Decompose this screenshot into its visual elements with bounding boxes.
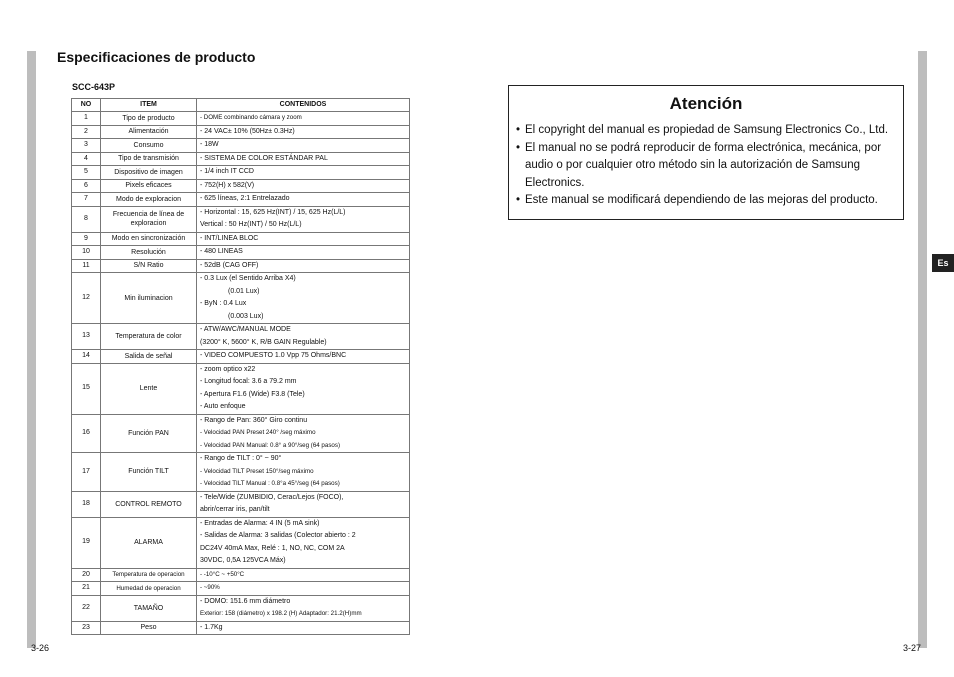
- row-contents: [197, 179, 410, 193]
- row-contents: [197, 414, 410, 453]
- row-contents: [197, 595, 410, 621]
- row-number: 20: [72, 568, 101, 582]
- row-contents: [197, 125, 410, 139]
- row-contents: [197, 350, 410, 364]
- row-item: Tipo de transmisión: [101, 152, 197, 166]
- row-item: Pixels eficaces: [101, 179, 197, 193]
- notice-list: [509, 122, 903, 210]
- row-number: 7: [72, 193, 101, 207]
- contents-line: 30VDC, 0,5A 125VCA Máx): [200, 557, 286, 564]
- row-item: CONTROL REMOTO: [101, 491, 197, 517]
- row-number: 2: [72, 125, 101, 139]
- contents-line: - 0.3 Lux (el Sentido Arriba X4): [200, 275, 296, 282]
- table-row: [72, 232, 410, 246]
- contents-line: - Velocidad PAN Manual: 0.8° a 90°/seg (64 pasos): [200, 441, 341, 449]
- row-contents: [197, 232, 410, 246]
- row-number: 3: [72, 139, 101, 153]
- row-number: 6: [72, 179, 101, 193]
- contents-line: - -10°C ~ +50°C: [200, 570, 245, 578]
- notice-item: [516, 122, 903, 140]
- contents-line: - 752(H) x 582(V): [200, 181, 255, 189]
- contents-line: - zoom optico x22: [200, 365, 256, 373]
- row-item: Consumo: [101, 139, 197, 153]
- contents-line: - Rango de Pan: 360° Giro continu: [200, 416, 308, 424]
- row-item: Dispositivo de imagen: [101, 166, 197, 180]
- contents-line: - Longitud focal: 3.6 a 79.2 mm: [200, 378, 297, 385]
- left-margin-bar: [27, 51, 36, 648]
- table-row: [72, 414, 410, 453]
- row-contents: [197, 324, 410, 350]
- notice-item-text: El manual no se podrá reproducir de forma electrónica, mecánica, por audio o por cualquier otro método sin la autorización de Samsung Electronics.: [525, 141, 882, 189]
- notice-item: [516, 192, 903, 210]
- contents-line: - 18W: [200, 141, 219, 148]
- contents-line: - ByN : 0.4 Lux: [200, 300, 247, 307]
- row-contents: [197, 621, 410, 635]
- row-number: 21: [72, 582, 101, 596]
- row-contents: [197, 259, 410, 273]
- row-number: 17: [72, 453, 101, 492]
- table-row: [72, 324, 410, 350]
- row-number: 4: [72, 152, 101, 166]
- row-contents: [197, 246, 410, 260]
- notice-item: [516, 140, 903, 193]
- bullet: •: [516, 124, 521, 136]
- contents-line: - Entradas de Alarma: 4 IN (5 mA sink): [200, 519, 320, 527]
- table-row: [72, 152, 410, 166]
- contents-line: - DOMO: 151.6 mm diámetro: [200, 597, 291, 605]
- contents-line: - ~90%: [200, 584, 220, 591]
- contents-line: - Velocidad TILT Manual : 0.8°a 45°/seg (64 pasos): [200, 480, 340, 487]
- row-number: 10: [72, 246, 101, 260]
- row-number: 11: [72, 259, 101, 273]
- contents-line: - Salidas de Alarma: 3 salidas (Colector abierto : 2: [200, 532, 356, 539]
- table-row: [72, 112, 410, 126]
- contents-line: - 1/4 inch IT CCD: [200, 168, 254, 175]
- header-contents: CONTENIDOS: [197, 99, 410, 112]
- row-number: 13: [72, 324, 101, 350]
- row-item: Temperatura de color: [101, 324, 197, 350]
- table-row: [72, 193, 410, 207]
- row-contents: [197, 166, 410, 180]
- contents-line: - ATW/AWC/MANUAL MODE: [200, 326, 291, 333]
- language-tab: Es: [932, 254, 954, 272]
- row-item: S/N Ratio: [101, 259, 197, 273]
- model-name: SCC-643P: [72, 82, 116, 92]
- row-number: 15: [72, 363, 101, 414]
- table-row: [72, 166, 410, 180]
- table-row: [72, 582, 410, 596]
- contents-line: - INT/LINEA BLOC: [200, 234, 259, 242]
- table-row: [72, 246, 410, 260]
- section-title: Especificaciones de producto: [57, 49, 256, 65]
- contents-line: - Rango de TILT : 0° ~ 90°: [200, 455, 282, 462]
- row-number: 14: [72, 350, 101, 364]
- row-number: 1: [72, 112, 101, 126]
- table-row: [72, 568, 410, 582]
- row-contents: [197, 152, 410, 166]
- notice-item-text: El copyright del manual es propiedad de Samsung Electronics Co., Ltd.: [525, 124, 889, 136]
- table-row: [72, 491, 410, 517]
- contents-line: - DOME combinando cámara y zoom: [200, 114, 302, 121]
- spec-table: [71, 98, 410, 635]
- page-number-right: 3-27: [903, 643, 922, 653]
- contents-line: - Apertura F1.6 (Wide) F3.8 (Tele): [200, 390, 305, 398]
- row-number: 12: [72, 273, 101, 324]
- row-contents: [197, 206, 410, 232]
- contents-line: - Horizontal : 15, 625 Hz(INT) / 15, 625 Hz(L/L): [200, 208, 346, 216]
- bullet: •: [516, 141, 521, 154]
- header-no: NO: [72, 99, 101, 112]
- contents-line: - 480 LINEAS: [200, 248, 243, 255]
- table-row: [72, 350, 410, 364]
- notice-box: [508, 85, 904, 220]
- contents-line: - 1.7Kg: [200, 623, 223, 631]
- notice-title: Atención: [669, 94, 743, 113]
- row-item: Resolución: [101, 246, 197, 260]
- table-row: [72, 206, 410, 232]
- spec-table-header: [72, 99, 410, 112]
- contents-line: Vertical : 50 Hz(INT) / 50 Hz(L/L): [200, 221, 302, 228]
- row-contents: [197, 517, 410, 568]
- row-number: 22: [72, 595, 101, 621]
- contents-line: Exterior: 158 (diámetro) x 198.2 (H) Adaptador: 21.2(H)mm: [200, 610, 362, 617]
- table-row: [72, 517, 410, 568]
- contents-line: (0.003 Lux): [228, 312, 264, 320]
- row-item: Alimentación: [101, 125, 197, 139]
- table-row: [72, 363, 410, 414]
- contents-line: - Velocidad PAN Preset 240° /seg máximo: [200, 429, 316, 436]
- row-number: 18: [72, 491, 101, 517]
- right-margin-bar: [918, 51, 927, 648]
- contents-line: (0.01 Lux): [228, 287, 260, 295]
- row-number: 9: [72, 232, 101, 246]
- row-item: Temperatura de operacion: [101, 568, 197, 582]
- row-item: Función TILT: [101, 453, 197, 492]
- row-contents: [197, 582, 410, 596]
- notice-item-text: Este manual se modificará dependiendo de las mejoras del producto.: [525, 194, 878, 206]
- row-contents: [197, 453, 410, 492]
- row-item: Tipo de producto: [101, 112, 197, 126]
- row-item: Lente: [101, 363, 197, 414]
- row-contents: [197, 568, 410, 582]
- row-item: TAMAÑO: [101, 595, 197, 621]
- table-row: [72, 125, 410, 139]
- header-item: ITEM: [101, 99, 197, 112]
- contents-line: DC24V 40mA Max, Relé : 1, NO, NC, COM 2A: [200, 544, 345, 552]
- row-item: Modo de exploracion: [101, 193, 197, 207]
- page-number-left: 3-26: [31, 643, 50, 653]
- contents-line: (3200° K, 5600° K, R/B GAIN Regulable): [200, 338, 327, 346]
- table-row: [72, 621, 410, 635]
- contents-line: abrir/cerrar iris, pan/tilt: [200, 506, 270, 513]
- row-item: Salida de señal: [101, 350, 197, 364]
- table-row: [72, 179, 410, 193]
- table-row: [72, 453, 410, 492]
- row-contents: [197, 363, 410, 414]
- row-number: 16: [72, 414, 101, 453]
- row-contents: [197, 491, 410, 517]
- row-item: ALARMA: [101, 517, 197, 568]
- table-row: [72, 259, 410, 273]
- row-number: 23: [72, 621, 101, 635]
- contents-line: - VIDEO COMPUESTO 1.0 Vpp 75 Ohms/BNC: [200, 352, 347, 359]
- contents-line: - 24 VAC± 10% (50Hz± 0.3Hz): [200, 127, 295, 135]
- table-row: [72, 139, 410, 153]
- row-item: Modo en sincronización: [101, 232, 197, 246]
- bullet: •: [516, 194, 521, 206]
- row-contents: [197, 193, 410, 207]
- row-number: 8: [72, 206, 101, 232]
- table-row: [72, 595, 410, 621]
- contents-line: - SISTEMA DE COLOR ESTÁNDAR PAL: [200, 154, 328, 162]
- spec-table-body: [72, 112, 410, 635]
- row-contents: [197, 273, 410, 324]
- table-row: [72, 273, 410, 324]
- row-number: 5: [72, 166, 101, 180]
- row-item: Frecuencia de línea de exploracion: [101, 206, 197, 232]
- row-item: Peso: [101, 621, 197, 635]
- contents-line: - Velocidad TILT Preset 150°/seg máximo: [200, 467, 314, 475]
- contents-line: - 625 líneas, 2:1 Entrelazado: [200, 195, 290, 202]
- row-number: 19: [72, 517, 101, 568]
- row-item: Humedad de operacion: [101, 582, 197, 596]
- row-contents: [197, 139, 410, 153]
- row-contents: [197, 112, 410, 126]
- row-item: Min iluminacion: [101, 273, 197, 324]
- row-item: Función PAN: [101, 414, 197, 453]
- contents-line: - 52dB (CAG OFF): [200, 261, 259, 269]
- contents-line: - Auto enfoque: [200, 403, 246, 410]
- contents-line: - Tele/Wide (ZUMBIDIO, Cerac/Lejos (FOCO),: [200, 493, 344, 501]
